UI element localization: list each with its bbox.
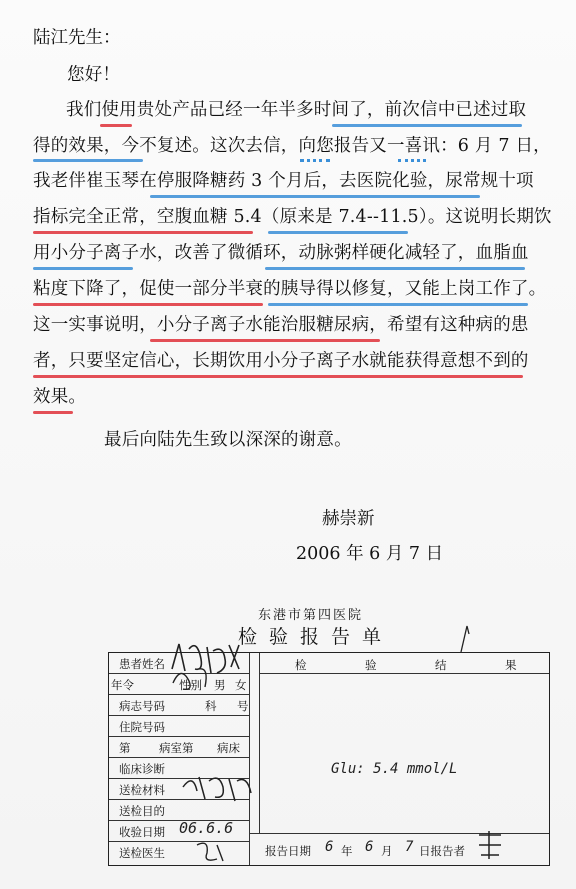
label-male: 男 <box>214 678 226 692</box>
hospital-name: 东港市第四医院 <box>258 608 364 623</box>
highlight-mark <box>33 375 523 378</box>
letter-line-5: 用小分子离子水，改善了微循环，动脉粥样硬化减轻了，血脂血 <box>33 243 529 263</box>
closing-line: 最后向陆先生致以深深的谢意。 <box>104 430 352 450</box>
label-ward-prefix: 第 <box>119 741 131 755</box>
letter-line-1: 我们使用贵处产品已经一年半多时间了，前次信中已述过取 <box>66 100 527 120</box>
label-medical-record: 病志号码 <box>119 699 165 713</box>
handwritten-report-year: 6 <box>325 839 334 855</box>
label-ward: 病室第 <box>159 741 194 755</box>
lab-report-form <box>108 652 550 866</box>
handwritten-result: Glu: 5.4 mmol/L <box>331 761 458 777</box>
label-female: 女 <box>235 678 247 692</box>
label-bed: 病床 <box>217 741 240 755</box>
label-patient-name: 患者姓名 <box>119 657 165 671</box>
label-year: 年 <box>341 844 353 858</box>
label-inpatient: 住院号码 <box>119 720 165 734</box>
handwritten-age <box>169 663 229 693</box>
highlight-mark <box>300 159 330 162</box>
highlight-mark <box>33 411 73 414</box>
result-header-4: 果 <box>505 658 517 672</box>
label-doctor: 送检医生 <box>119 846 165 860</box>
greeting: 您好！ <box>67 65 121 85</box>
handwritten-doctor <box>193 839 233 865</box>
label-receive-date: 收验日期 <box>119 825 165 839</box>
label-report-date: 报告日期 <box>265 844 311 858</box>
letter-line-3: 我老伴崔玉琴在停服降糖药 3 个月后，去医院化验，尿常规十项 <box>33 171 534 191</box>
highlight-mark <box>268 303 528 306</box>
handwritten-material <box>179 771 259 803</box>
highlight-mark <box>33 231 253 234</box>
form-title: 检验报告单 <box>238 626 394 648</box>
label-dept: 科 <box>205 699 217 713</box>
highlight-mark <box>265 267 525 270</box>
highlight-mark <box>398 159 426 162</box>
handwritten-receive-date: 06.6.6 <box>179 819 234 837</box>
pen-tick-mark <box>455 620 485 656</box>
label-month: 月 <box>381 844 393 858</box>
highlight-mark <box>332 124 522 127</box>
highlight-mark <box>33 159 143 162</box>
result-header-3: 结 <box>435 658 447 672</box>
signature: 赫崇新 <box>322 509 375 529</box>
highlight-mark <box>268 231 408 234</box>
salutation: 陆江先生： <box>33 28 121 48</box>
letter-line-9: 效果。 <box>33 387 87 407</box>
handwritten-reporter-signature <box>473 829 509 863</box>
label-day-reporter: 日报告者 <box>419 844 465 858</box>
handwritten-report-month: 6 <box>365 839 374 855</box>
letter-line-4: 指标完全正常，空腹血糖 5.4（原来是 7.4--11.5）。这说明长期饮 <box>33 207 552 227</box>
highlight-mark <box>33 267 133 270</box>
label-age: 年令 <box>111 678 134 692</box>
letter-date: 2006 年 6 月 7 日 <box>296 544 444 564</box>
result-header-1: 检 <box>295 658 307 672</box>
handwritten-report-day: 7 <box>405 839 414 855</box>
highlight-mark <box>150 339 380 342</box>
letter-line-2: 得的效果，今不复述。这次去信，向您报告又一喜讯：6 月 7 日， <box>33 136 551 156</box>
label-purpose: 送检目的 <box>119 804 165 818</box>
label-sex: 性别 <box>179 678 202 692</box>
letter-line-6: 粘度下降了，促使一部分半衰的胰导得以修复，又能上岗工作了。 <box>33 279 547 299</box>
label-diagnosis: 临床诊断 <box>119 762 165 776</box>
highlight-mark <box>33 303 263 306</box>
label-material: 送检材料 <box>119 783 165 797</box>
result-header-2: 验 <box>365 658 377 672</box>
label-no: 号 <box>237 699 249 713</box>
highlight-mark <box>100 124 132 127</box>
letter-line-7: 这一实事说明，小分子离子水能治服糖尿病，希望有这种病的患 <box>33 315 529 335</box>
highlight-mark <box>150 195 480 198</box>
letter-line-8: 者，只要坚定信心，长期饮用小分子离子水就能获得意想不到的 <box>33 351 529 371</box>
